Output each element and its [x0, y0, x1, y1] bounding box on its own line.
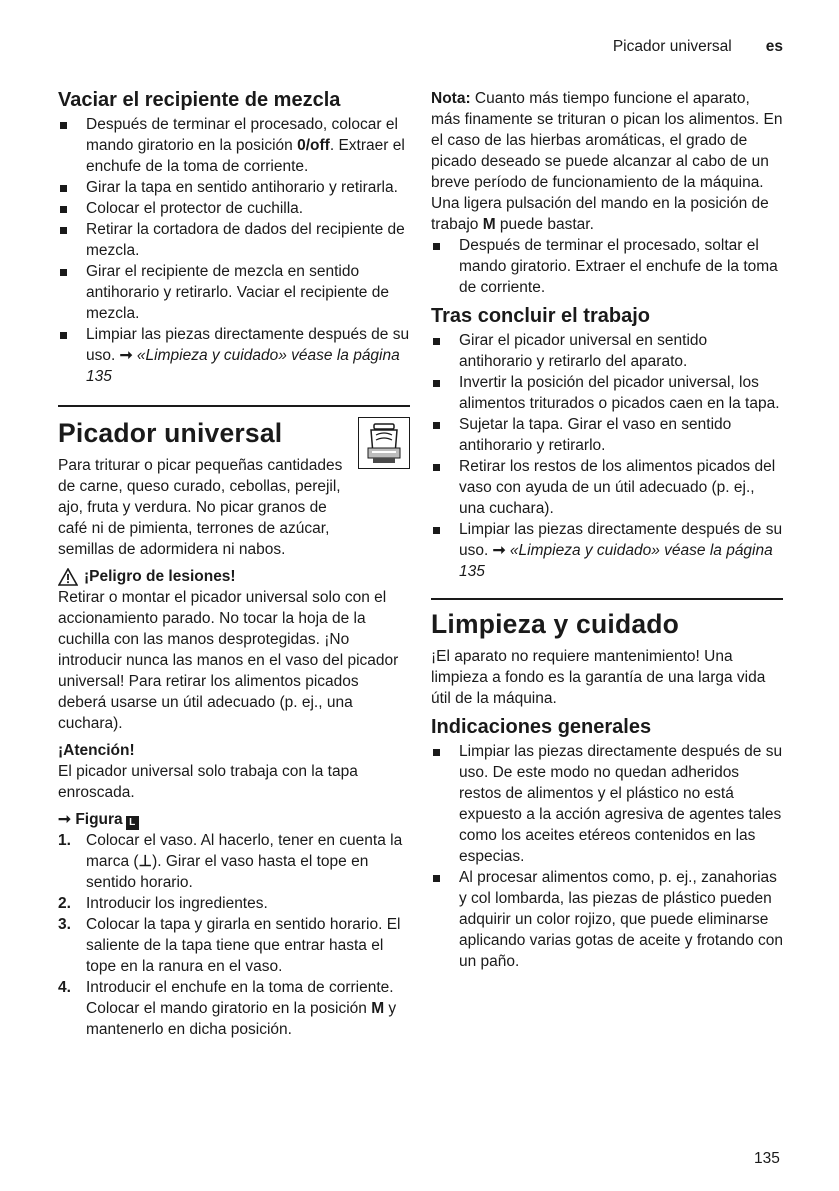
note-paragraph: Nota: Cuanto más tiempo funcione el aparato, más finamente se trituran o pican los alimentos. En el caso de las hierbas aromáticas, el grado de picado deseado se puede alcanzar al cabo de un breve período de funcionamiento de la máquina. Una ligera pulsación del mando en la posición de trabajo M puede bastar.	[431, 90, 783, 233]
list-item: Sujetar la tapa. Girar el vaso en sentido antihorario y retirarlo.	[431, 414, 783, 456]
language-code: es	[765, 38, 783, 55]
list-item: Girar el picador universal en sentido antihorario y retirarlo del aparato.	[431, 330, 783, 372]
step-item: 3. Colocar la tapa y girarla en sentido horario. El saliente de la tapa tiene que entrar hasta el tope en la ranura en el vaso.	[58, 916, 401, 975]
list-item: Girar el recipiente de mezcla en sentido antihorario y retirarlo. Vaciar el recipiente de mezcla.	[58, 261, 410, 324]
arrow-right-icon: ➞	[119, 347, 133, 364]
left-column	[58, 88, 410, 1040]
intro-text: Para triturar o picar pequeñas cantidades de carne, queso curado, cebollas, perejil, ajo, fruta y verdura. No picar granos de café ni de pimienta, terrones de azúcar, semillas de adormidera ni nabos.	[58, 457, 343, 558]
section-title: Picador universal	[58, 418, 283, 448]
general-notes-heading: Indicaciones generales	[431, 716, 652, 738]
list-item: Después de terminar el procesado, soltar el mando giratorio. Extraer el enchufe de la toma de corriente.	[431, 235, 783, 298]
list-item: Retirar los restos de los alimentos picados del vaso con ayuda de un útil adecuado (p. ej., una cuchara).	[431, 456, 783, 519]
attention-heading: ¡Atención!	[58, 742, 135, 759]
list-item: Limpiar las piezas directamente después de su uso. De este modo no quedan adheridos restos de alimentos y el plástico no está expuesto a la acción agresiva de agentes tales como los aceites etéreos contenidos en las especias.	[431, 741, 783, 867]
danger-text: Retirar o montar el picador universal solo con el accionamiento parado. No tocar la hoja de la cuchilla con las manos desprotegidas. ¡No introducir nunca las manos en el vaso del picador universal! Para retirar los alimentos picados deberá usarse un útil adecuado (p. ej., una cuchara).	[58, 589, 399, 732]
mark-symbol-icon: ⊥	[138, 853, 153, 870]
page-number: 135	[754, 1150, 780, 1167]
universal-chopper-section	[58, 417, 410, 1040]
cleaning-title: Limpieza y cuidado	[431, 609, 680, 639]
header-title: Picador universal	[612, 38, 732, 55]
right-column	[431, 88, 783, 972]
figure-badge: L	[126, 816, 139, 830]
step-item: 2. Introducir los ingredientes.	[58, 895, 268, 912]
list-item: Colocar el protector de cuchilla.	[58, 198, 410, 219]
cleaning-intro: ¡El aparato no requiere mantenimiento! Una limpieza a fondo es la garantía de una larga vida útil de la máquina.	[431, 648, 766, 707]
release-list	[431, 235, 783, 298]
cross-reference-link[interactable]: «Limpieza y cuidado» véase la página 135	[459, 542, 773, 580]
danger-heading: ¡Peligro de lesiones!	[58, 566, 410, 587]
attention-text: El picador universal solo trabaja con la tapa enroscada.	[58, 763, 358, 801]
arrow-right-icon: ➞	[58, 811, 71, 828]
list-item: Retirar la cortadora de dados del recipiente de mezcla.	[58, 219, 410, 261]
section-divider	[58, 405, 410, 407]
after-work-list	[431, 330, 783, 582]
arrow-right-icon: ➞	[492, 542, 506, 559]
steps-list	[58, 830, 410, 1040]
list-item: Al procesar alimentos como, p. ej., zanahorias y col lombarda, las piezas de plástico pueden adquirir un color rojizo, que puede eliminarse aplicando varias gotas de aceite y frotando con un paño.	[431, 867, 783, 972]
figure-reference: ➞ Figura L	[58, 809, 410, 830]
step-item: 4. Introducir el enchufe en la toma de corriente. Colocar el mando giratorio en la posición M y mantenerlo en dicha posición.	[58, 979, 397, 1038]
list-item: Invertir la posición del picador universal, los alimentos triturados o picados caen en la tapa.	[431, 372, 783, 414]
list-item: Limpiar las piezas directamente después de su uso. ➞ «Limpieza y cuidado» véase la página 135	[431, 519, 783, 582]
page-header	[613, 38, 783, 56]
list-item: Limpiar las piezas directamente después de su uso. ➞ «Limpieza y cuidado» véase la página 135	[58, 324, 410, 387]
after-work-heading: Tras concluir el trabajo	[431, 305, 650, 327]
empty-bowl-list	[58, 114, 410, 387]
warning-icon	[58, 568, 78, 586]
list-item: Girar la tapa en sentido antihorario y retirarla.	[58, 177, 410, 198]
general-notes-list	[431, 741, 783, 972]
cross-reference-link[interactable]: «Limpieza y cuidado» véase la página 135	[86, 347, 400, 385]
list-item: Después de terminar el procesado, colocar el mando giratorio en la posición 0/off. Extraer el enchufe de la toma de corriente.	[58, 114, 410, 177]
grinder-icon	[358, 417, 410, 469]
step-item: 1. Colocar el vaso. Al hacerlo, tener en cuenta la marca (⊥). Girar el vaso hasta el tope en sentido horario.	[58, 832, 403, 891]
empty-bowl-heading: Vaciar el recipiente de mezcla	[58, 89, 341, 111]
section-divider	[431, 598, 783, 600]
